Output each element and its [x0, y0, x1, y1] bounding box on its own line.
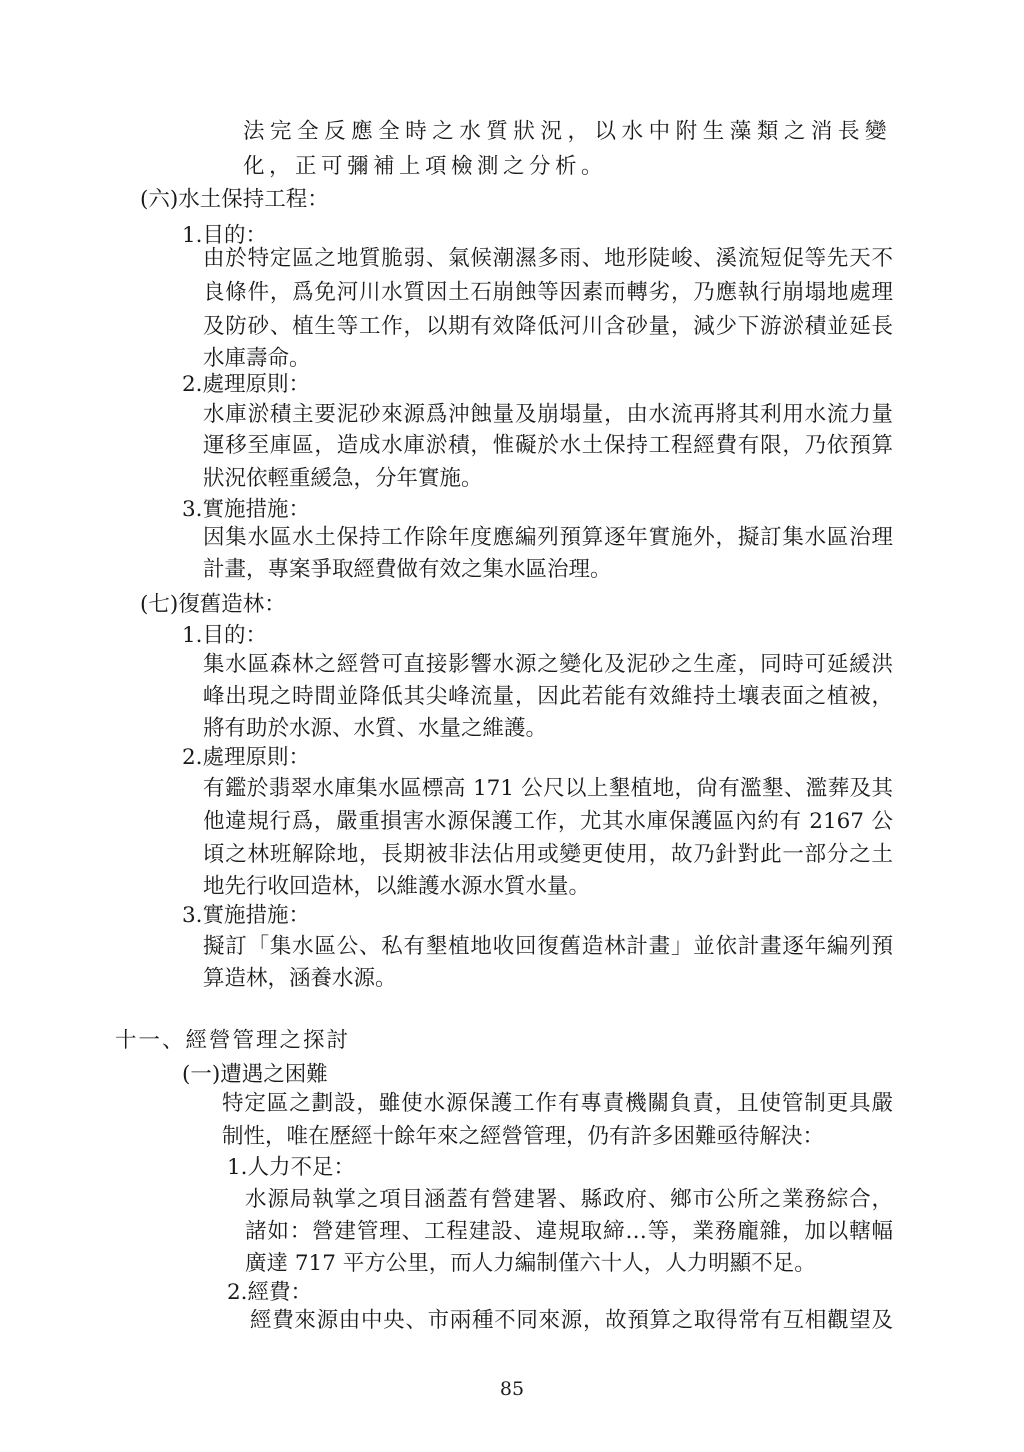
- text-line: 峰出現之時間並降低其尖峰流量，因此若能有效維持土壤表面之植被，: [203, 684, 893, 709]
- section-heading: (一)遭遇之困難: [182, 1062, 328, 1087]
- text-line: 廣達 717 平方公里，而人力編制僅六十人，人力明顯不足。: [245, 1251, 816, 1276]
- text-line: 由於特定區之地質脆弱、氣候潮濕多雨、地形陡峻、溪流短促等先天不: [203, 246, 893, 271]
- text-line: 集水區森林之經營可直接影響水源之變化及泥砂之生產，同時可延緩洪: [203, 652, 893, 677]
- subsection-heading: 2.處理原則：: [182, 745, 311, 770]
- text-line: 水庫壽命。: [203, 346, 311, 371]
- text-line: 特定區之劃設，雖使水源保護工作有專責機關負責，且使管制更具嚴: [222, 1091, 893, 1116]
- text-line: 擬訂「集水區公、私有墾植地收回復舊造林計畫」並依計畫逐年編列預: [203, 934, 893, 959]
- text-line: 狀況依輕重緩急，分年實施。: [203, 466, 483, 491]
- text-line: 他違規行爲，嚴重損害水源保護工作，尤其水庫保護區內約有 2167 公: [203, 809, 893, 834]
- text-line: 化，正可彌補上項檢測之分析。: [243, 154, 608, 179]
- text-line: 法完全反應全時之水質狀況，以水中附生藻類之消長變: [243, 119, 891, 144]
- text-line: 水源局執掌之項目涵蓋有營建署、縣政府、鄉市公所之業務綜合，: [245, 1187, 893, 1212]
- text-line: 經費來源由中央、市兩種不同來源，故預算之取得常有互相觀望及: [250, 1308, 893, 1333]
- subsection-heading: 2.經費：: [227, 1280, 313, 1305]
- text-line: 將有助於水源、水質、水量之維護。: [203, 716, 548, 741]
- subsection-heading: 1.目的：: [182, 223, 268, 248]
- text-line: 因集水區水土保持工作除年度應編列預算逐年實施外，擬訂集水區治理: [203, 525, 893, 550]
- text-line: 及防砂、植生等工作，以期有效降低河川含砂量，減少下游淤積並延長: [203, 314, 893, 339]
- section-heading: (七)復舊造林：: [140, 592, 286, 617]
- subsection-heading: 1.人力不足：: [227, 1155, 356, 1180]
- subsection-heading: 1.目的：: [182, 623, 268, 648]
- text-line: 諸如：營建管理、工程建設、違規取締…等，業務龐雜，加以轄幅: [245, 1219, 893, 1244]
- text-line: 制性，唯在歷經十餘年來之經營管理，仍有許多困難亟待解決：: [222, 1124, 825, 1149]
- text-line: 計畫，專案爭取經費做有效之集水區治理。: [203, 557, 612, 582]
- page-number: 85: [499, 1378, 525, 1400]
- text-line: 地先行收回造林，以維護水源水質水量。: [203, 874, 591, 899]
- text-line: 運移至庫區，造成水庫淤積，惟礙於水土保持工程經費有限，乃依預算: [203, 433, 893, 458]
- subsection-heading: 3.實施措施：: [182, 497, 311, 522]
- text-line: 水庫淤積主要泥砂來源爲沖蝕量及崩塌量，由水流再將其利用水流力量: [203, 402, 893, 427]
- subsection-heading: 2.處理原則：: [182, 372, 311, 397]
- subsection-heading: 3.實施措施：: [182, 903, 311, 928]
- text-line: 頃之林班解除地，長期被非法佔用或變更使用，故乃針對此一部分之土: [203, 842, 893, 867]
- section-heading: (六)水土保持工程：: [140, 187, 329, 212]
- chapter-heading: 十一、經營管理之探討: [115, 1028, 351, 1053]
- text-line: 有鑑於翡翠水庫集水區標高 171 公尺以上墾植地，尙有濫墾、濫葬及其: [203, 776, 893, 801]
- text-line: 算造林，涵養水源。: [203, 966, 397, 991]
- text-line: 良條件，爲免河川水質因土石崩蝕等因素而轉劣，乃應執行崩塌地處理: [203, 280, 893, 305]
